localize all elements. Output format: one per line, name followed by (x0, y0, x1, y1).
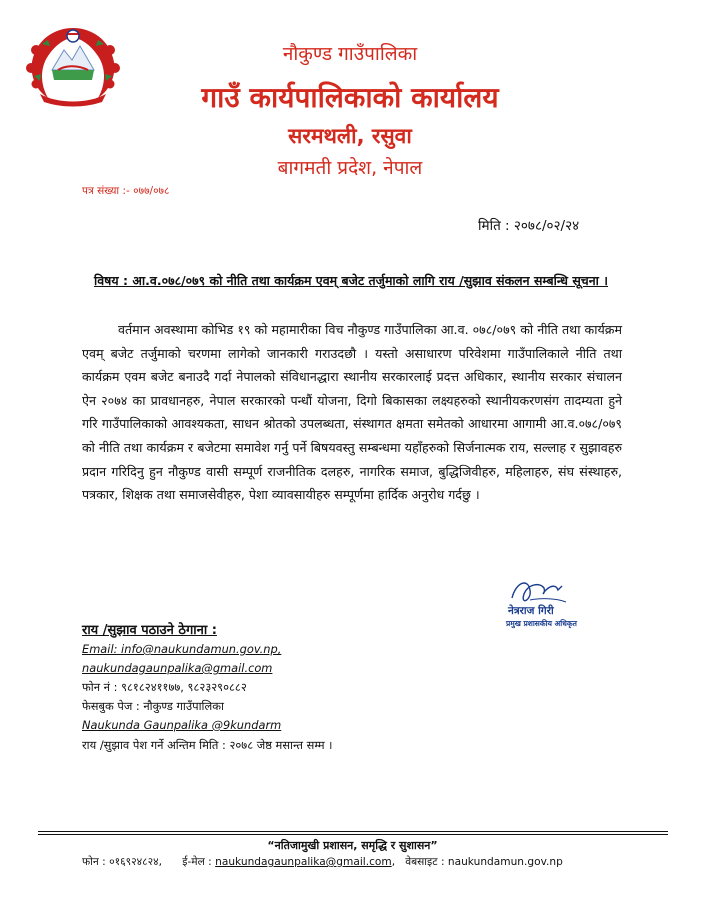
email-link-gmail[interactable]: naukundagaunpalika@gmail.com (82, 661, 273, 675)
footer-contact: फोन : ०१६९२४८२४, ई-मेल : naukundagaunpalika@gmail.com, वेबसाइट : naukundamun.gov.np (82, 856, 563, 868)
footer-website: वेबसाइट : naukundamun.gov.np (405, 856, 563, 868)
signatory-name: नेत्रराज गिरी (508, 605, 554, 617)
office-location: सरमथली, रसुवा (288, 124, 412, 148)
submission-deadline: राय /सुझाव पेश गर्ने अन्तिम मिति : २०७८ जेष्ठ मसान्त सम्म । (82, 738, 333, 752)
letter-date: मिति : २०७८/०२/२४ (478, 218, 580, 234)
nepal-emblem-logo (22, 20, 124, 108)
phone-numbers: फोन नं : ९८१८२४११७७, ९८२३२९०८८२ (82, 680, 247, 694)
reference-number: पत्र संख्या :- ०७७/०७८ (82, 185, 170, 197)
twitter-handle[interactable]: Naukunda Gaunpalika @9kundarm (82, 718, 282, 732)
subject-line: विषय : आ.व.०७८/०७९ को नीति तथा कार्यक्रम एवम् बजेट तर्जुमाको लागि राय /सुझाव संकलन सम्बन्धि सूचना । (93, 273, 608, 288)
province-country: बागमती प्रदेश, नेपाल (277, 157, 423, 179)
footer-divider-double (38, 834, 668, 835)
office-title: गाउँ कार्यपालिकाको कार्यालय (201, 81, 499, 114)
footer-phone: फोन : ०१६९२४८२४, (82, 856, 163, 868)
email-link-info[interactable]: Email: info@naukundamun.gov.np, (82, 642, 282, 656)
address-heading: राय /सुझाव पठाउने ठेगाना : (82, 623, 217, 638)
municipality-name: नौकुण्ड गाउँपालिका (282, 43, 418, 65)
footer-divider (38, 831, 668, 832)
footer-email-link[interactable]: naukundagaunpalika@gmail.com (215, 856, 392, 868)
footer-email-label: ई-मेल : (182, 856, 212, 868)
notice-body: वर्तमान अवस्थामा कोभिड १९ को महामारीका विच नौकुण्ड गाउँपालिका आ.व. ०७८/०७९ को नीति तथा कार्यक्रम एवम् बजेट तर्जुमाको चरणमा लागेको जानकारी गराउदछौ । यस्तो असाधारण परिवेशमा गाउँपालिकाले नीति तथा कार्यक्रम एवम बजेट बनाउदै गर्दा नेपालको संविधानद्धारा स्थानीय सरकारलाई प्रदत्त अधिकार, स्थानीय सरकार संचालन ऐन २०७४ का प्रावधानहरु, नेपाल सरकारको पन्धौं योजना, दिगो बिकासका लक्ष्यहरुको स्थानीयकरणसंग तादम्यता हुने गरि गाउँपालिकाको आवश्यकता, साधन श्रोतको उपलब्धता, संस्थागत क्षमता समेतको आधारमा आगामी आ.व.०७८/०७९ को नीति तथा कार्यक्रम र बजेटमा समावेश गर्नु पर्ने बिषयवस्तु सम्बन्धमा यहाँहरुको सिर्जनात्मक राय, सल्लाह र सुझावहरु प्रदान गरिदिनु हुन नौकुण्ड वासी सम्पूर्ण राजनीतिक दलहरु, नागरिक समाज, बुद्धिजिवीहरु, महिलाहरु, संघ संस्थाहरु, पत्रकार, शिक्षक तथा समाजसेवीहरु, पेशा व्यावसायीहरु सम्पूर्णमा हार्दिक अनुरोध गर्दछु । (82, 322, 622, 503)
facebook-page: फेसबुक पेज : नौकुण्ड गाउँपालिका (82, 699, 224, 713)
footer-motto: “नतिजामुखी प्रशासन, समृद्धि र सुशासन” (267, 839, 438, 852)
signatory-title: प्रमुख प्रशासकीय अधिकृत (506, 619, 577, 628)
